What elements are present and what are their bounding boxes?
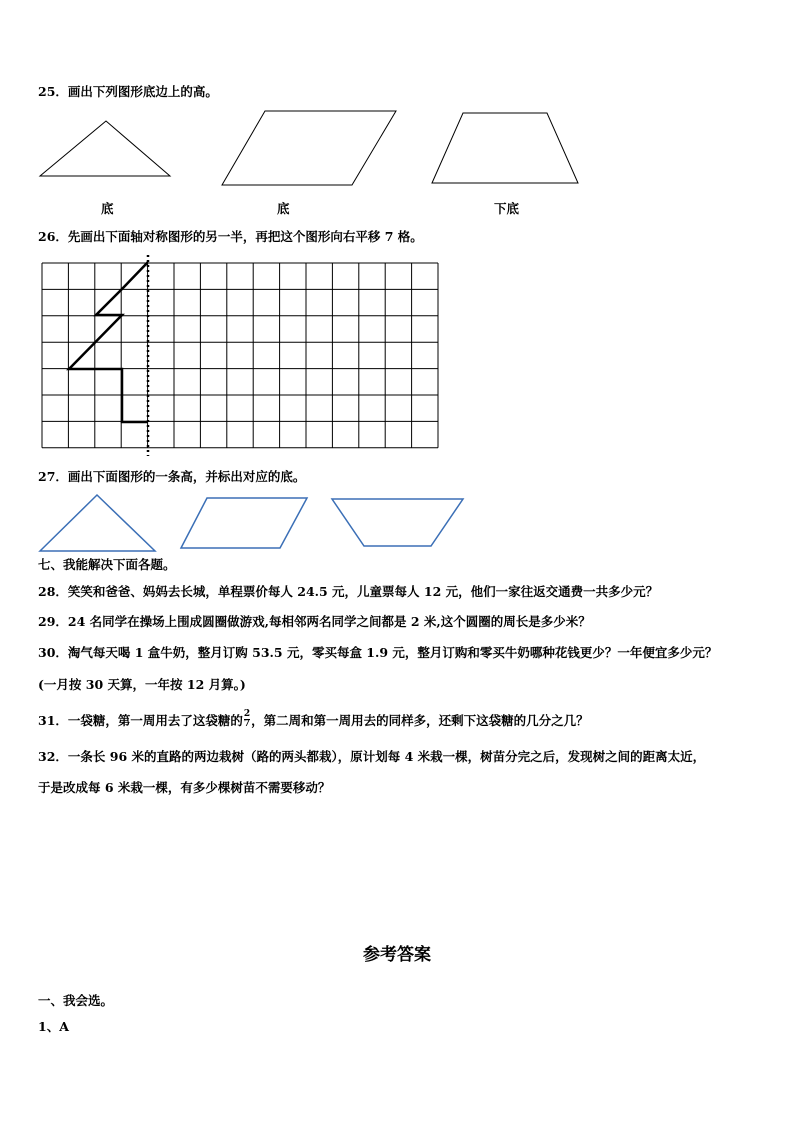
question-25: 25．画出下列图形底边上的高。 bbox=[38, 84, 218, 99]
fraction-denominator: 7 bbox=[243, 719, 251, 729]
question-31 bbox=[38, 709, 589, 731]
base-label-parallelogram: 底 bbox=[277, 201, 290, 216]
question-32-line2: 于是改成每 6 米栽一棵，有多少棵树苗不需要移动？ bbox=[38, 780, 331, 795]
triangle-figure-25 bbox=[40, 121, 170, 176]
question-31-after: ，第二周和第一周用去的同样多，还剩下这袋糖的几分之几？ bbox=[251, 713, 589, 728]
section-7-heading: 七、我能解决下面各题。 bbox=[38, 557, 176, 572]
base-label-triangle: 底 bbox=[101, 201, 114, 216]
question-31-before: 31．一袋糖，第一周用去了这袋糖的 bbox=[38, 713, 243, 728]
question-30: 30．淘气每天喝 1 盒牛奶，整月订购 53.5 元，零买每盒 1.9 元，整月订购和零买牛奶哪种花钱更少？一年便宜多少元？ bbox=[38, 645, 718, 660]
fraction-numerator: 2 bbox=[243, 709, 251, 719]
question-32-line1: 32．一条长 96 米的直路的两边栽树（路的两头都栽），原计划每 4 米栽一棵，树苗分完之后，发现树之间的距离太近， bbox=[38, 749, 706, 764]
answers-section-1: 一、我会选。 bbox=[38, 993, 114, 1008]
answers-title: 参考答案 bbox=[363, 945, 431, 965]
question-30-note: (一月按 30 天算，一年按 12 月算。) bbox=[38, 677, 246, 692]
fraction bbox=[244, 710, 250, 729]
parallelogram-figure-25 bbox=[222, 111, 396, 185]
question-26: 26．先画出下面轴对称图形的另一半，再把这个图形向右平移 7 格。 bbox=[38, 229, 423, 244]
trapezoid-figure-27 bbox=[332, 499, 463, 546]
answer-1: 1、A bbox=[38, 1019, 69, 1034]
question-28: 28．笑笑和爸爸、妈妈去长城，单程票价每人 24.5 元，儿童票每人 12 元，他们一家往返交通费一共多少元？ bbox=[38, 584, 659, 599]
trapezoid-figure-25 bbox=[432, 113, 578, 183]
triangle-figure-27 bbox=[40, 495, 155, 551]
grid-26 bbox=[42, 263, 438, 448]
question-29: 29．24 名同学在操场上围成圆圈做游戏,每相邻两名同学之间都是 2 米,这个圆圈的周长是多少米？ bbox=[38, 614, 591, 629]
base-label-trapezoid: 下底 bbox=[494, 201, 520, 216]
question-27: 27．画出下面图形的一条高，并标出对应的底。 bbox=[38, 469, 306, 484]
parallelogram-figure-27 bbox=[181, 498, 307, 548]
